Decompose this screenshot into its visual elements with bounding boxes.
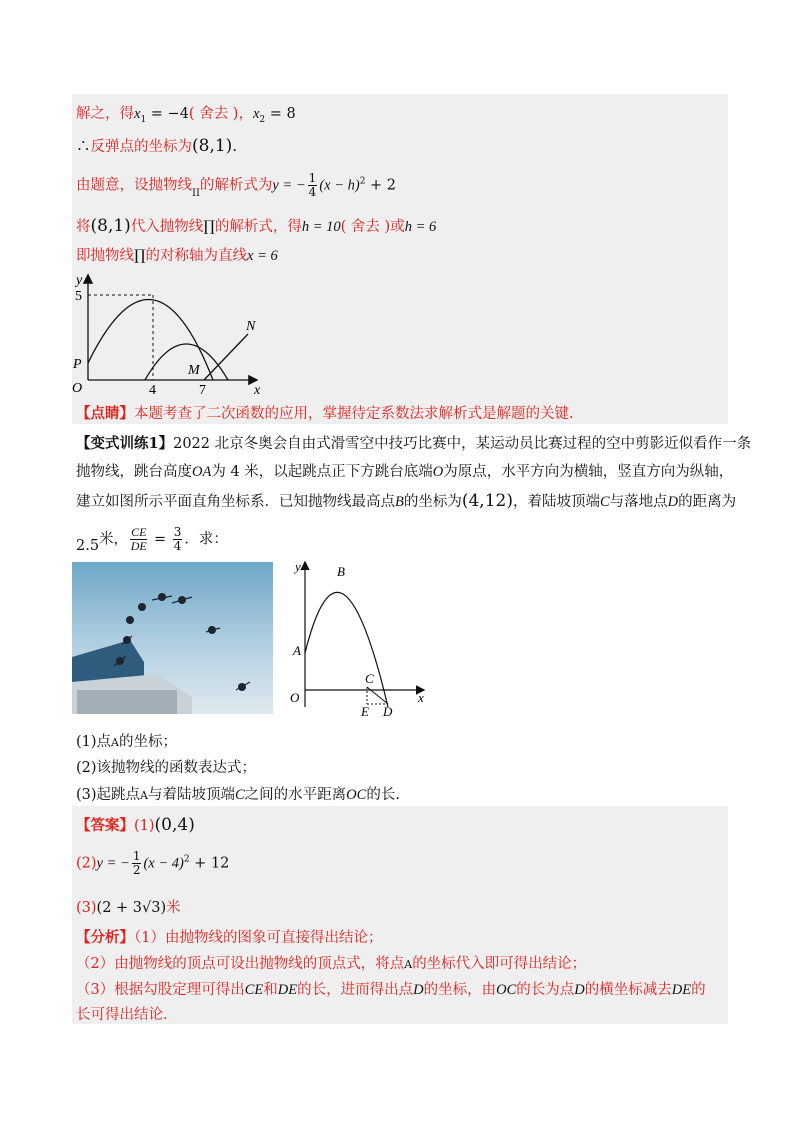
five-label: 5: [75, 289, 82, 304]
analysis-line-1: [76, 926, 382, 947]
point-c: C: [235, 787, 245, 803]
numerator: CE: [131, 525, 147, 539]
text: （2）由抛物线的顶点可设出抛物线的顶点式，将点: [76, 956, 405, 972]
axis-equation: x = 6: [247, 248, 278, 264]
sub: 2: [259, 114, 266, 125]
text: 的长，进而得出点: [297, 982, 414, 998]
text: 代入抛物线: [130, 219, 204, 235]
text: （3）根据勾股定理可得出: [76, 982, 245, 998]
text: 为原点，水平方向为横轴，竖直方向为纵轴，: [443, 464, 734, 480]
origin-label: O: [72, 381, 83, 396]
answer-number: (3): [76, 900, 97, 916]
point-d: D: [574, 982, 585, 998]
text: 米，: [99, 531, 129, 548]
parabola-two: [145, 344, 228, 380]
parabola-assume-line: [76, 172, 396, 199]
var-x1: x: [134, 106, 141, 122]
text: 长可得出结论.: [76, 1007, 168, 1023]
substitute-line: [76, 215, 436, 236]
text: 将: [76, 219, 91, 235]
comma: ，: [238, 106, 253, 122]
skier: [138, 603, 146, 611]
eq: = 8: [265, 106, 296, 122]
skier-photo: [72, 562, 273, 714]
period: .: [232, 139, 237, 155]
axis-line: [76, 244, 278, 265]
problem-label: 【变式训练1】: [76, 435, 174, 452]
four-label: 4: [149, 383, 156, 398]
text: ．求：: [184, 531, 228, 548]
eq: = −4: [146, 106, 189, 122]
text: 2022 北京冬奥会自由式滑雪空中技巧比赛中，某运动员比赛过程的空中剪影近似看作一条: [173, 436, 752, 452]
c-label: C: [365, 671, 374, 686]
therefore-symbol: ∴: [76, 139, 91, 155]
x-label: x: [254, 383, 261, 398]
roman-numeral: II: [192, 187, 200, 199]
text: (2)该抛物线的函数表达式；: [76, 760, 257, 776]
m-label: M: [188, 363, 200, 378]
point-o: O: [432, 464, 444, 480]
answer-line-2: [76, 850, 229, 877]
text: 解之，得: [76, 106, 134, 122]
solve-line: [76, 102, 296, 125]
text: 即抛物线: [76, 248, 134, 264]
text: 之间的水平距离: [244, 787, 347, 803]
sub: 1: [140, 114, 147, 125]
point-d: D: [413, 982, 424, 998]
var-x2: x: [252, 106, 260, 122]
question-1: [76, 730, 177, 751]
text: 与落地点: [609, 494, 668, 510]
text: 建立如图所示平面直角坐标系．已知抛物线最高点: [76, 494, 395, 510]
d-label: D: [383, 704, 393, 717]
text: 或: [390, 219, 405, 235]
eq-lhs: y = −: [272, 177, 306, 194]
eq-rhs: (x − h): [319, 177, 360, 194]
y-label: y: [295, 559, 301, 574]
value-fraction: [173, 526, 183, 553]
coord: (4,12): [461, 491, 513, 511]
equals: =: [149, 531, 171, 548]
coord: (8,1): [90, 216, 131, 236]
roman-numeral: ∏: [134, 248, 146, 264]
text: 的横坐标减去: [584, 982, 672, 998]
a-label: A: [293, 643, 301, 658]
eq-lhs: y = −: [96, 855, 130, 872]
text: ，着陆坡顶端: [512, 494, 600, 510]
analysis-label: 【分析】: [76, 929, 134, 946]
segment-de: DE: [671, 982, 692, 998]
numerator: 1: [308, 171, 317, 185]
eq-rhs: (x − 4): [143, 855, 184, 872]
y-label: y: [76, 273, 83, 288]
comment-text: 本题考查了二次函数的应用，掌握待定系数法求解析式是解题的关键.: [134, 406, 574, 422]
denominator: 4: [173, 539, 182, 553]
answer-number: (2): [76, 855, 97, 872]
parabola-graph-2: [285, 557, 430, 717]
text: 抛物线，跳台高度: [76, 464, 192, 480]
text: 的坐标，由: [423, 982, 497, 998]
unit: 米: [166, 900, 181, 916]
text: 为 4 米，以起跳点正下方跳台底端: [211, 464, 433, 480]
numerator: 1: [132, 849, 141, 863]
p-label: P: [73, 357, 82, 372]
dropped-note: ( 舍去 ): [188, 106, 239, 122]
text: 的距离为: [678, 494, 737, 510]
h-value: h = 10: [301, 219, 341, 235]
text: 的坐标为: [403, 494, 462, 510]
b-label: B: [337, 564, 345, 579]
denominator: 2: [132, 863, 141, 877]
point-a: A: [404, 958, 413, 971]
point-d: D: [667, 494, 679, 510]
coord: (8,1): [192, 136, 233, 156]
stands: [77, 690, 177, 714]
text: （1）由抛物线的图象可直接得出结论；: [134, 930, 383, 946]
plus: + 2: [365, 177, 397, 194]
text: 的长.: [366, 787, 400, 803]
text: 和: [263, 982, 278, 998]
answer-1-value: (0,4): [154, 815, 195, 835]
bounce-point-line: [76, 135, 237, 156]
comment-label: 【点睛】: [76, 405, 134, 422]
text: 由题意，设抛物线: [76, 177, 192, 194]
segment-de: DE: [277, 982, 298, 998]
origin-label: O: [290, 690, 300, 705]
analysis-line-3: [76, 978, 706, 999]
parabola-graph-1: [68, 268, 278, 398]
problem-line-2: [76, 460, 733, 481]
answer-3-value: (2 + 3√3): [96, 900, 167, 916]
seven-label: 7: [199, 383, 206, 398]
problem-line-3: [76, 490, 736, 511]
question-2: [76, 756, 256, 777]
text: 的解析式，得: [214, 219, 302, 235]
text: 的坐标代入即可得出结论；: [412, 956, 587, 972]
segment-oc: OC: [346, 787, 367, 803]
text: 的坐标；: [119, 734, 177, 750]
text: 的解析式为: [199, 177, 273, 194]
roman-numeral: ∏: [203, 219, 215, 235]
numerator: 3: [173, 525, 182, 539]
point-a: A: [111, 736, 119, 749]
point-b: B: [395, 494, 404, 510]
point-c: C: [599, 494, 610, 510]
answer-number: (1): [134, 818, 155, 834]
h-value: h = 6: [404, 219, 437, 235]
text: (3)起跳点: [76, 787, 141, 803]
segment-oc: OC: [496, 982, 517, 998]
dropped-note: ( 舍去 ): [340, 219, 391, 235]
e-label: E: [361, 704, 369, 717]
text: 反弹点的坐标为: [90, 139, 192, 155]
answer-label: 【答案】: [76, 817, 134, 834]
exponent: 2: [183, 854, 190, 865]
text: 的长为点: [516, 982, 575, 998]
segment-oa: OA: [192, 464, 212, 480]
comment-line: [76, 402, 574, 423]
skier: [126, 616, 134, 624]
exponent: 2: [359, 176, 366, 187]
answer-line-1: [76, 814, 195, 835]
segment-ce: CE: [244, 982, 264, 998]
denominator: 4: [308, 185, 317, 199]
fraction: [308, 172, 318, 199]
x-label: x: [418, 690, 424, 705]
denominator: DE: [130, 539, 147, 553]
text: 的: [691, 982, 706, 998]
analysis-line-4: [76, 1003, 168, 1024]
fraction: [132, 850, 142, 877]
ratio-fraction: [130, 526, 147, 553]
question-3: [76, 783, 400, 804]
n-label: N: [246, 319, 256, 334]
text: 的对称轴为直线: [145, 248, 248, 264]
distance-value: 2.5: [76, 537, 100, 554]
text: 与着陆坡顶端: [148, 787, 235, 803]
analysis-line-2: [76, 952, 586, 973]
problem-line-1: [76, 432, 751, 453]
answer-line-3: [76, 896, 181, 917]
problem-line-4: [76, 526, 228, 553]
plus: + 12: [189, 855, 230, 872]
text: (1)点: [76, 734, 112, 750]
point-a: A: [140, 789, 148, 802]
